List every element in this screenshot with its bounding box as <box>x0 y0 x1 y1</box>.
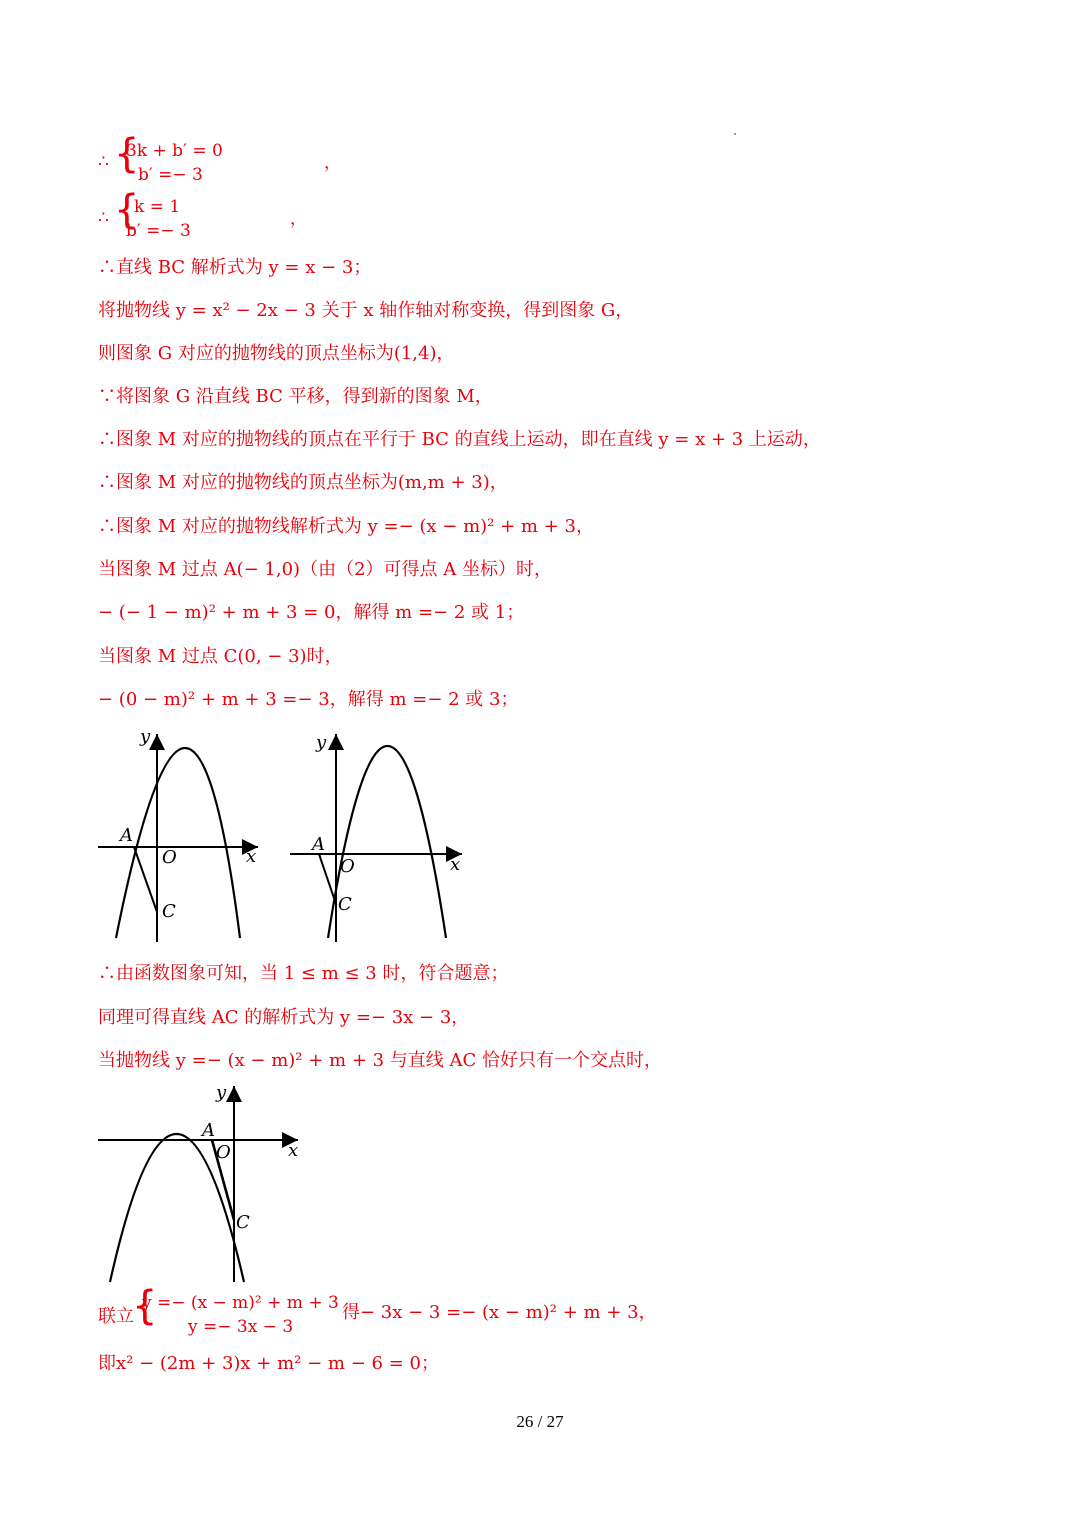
origin-label: O <box>216 1142 231 1163</box>
system-row-2: y =− 3x − 3 <box>188 1317 294 1337</box>
origin-label: O <box>340 856 355 877</box>
simultaneous-label: 联立 <box>98 1306 134 1327</box>
x-axis-label: x <box>246 846 257 867</box>
text-line-2: 将抛物线 y = x² − 2x − 3 关于 x 轴作轴对称变换，得到图象 G， <box>98 300 634 321</box>
therefore-symbol: ∴ <box>98 208 109 228</box>
brace: { <box>114 131 140 177</box>
point-a-label: A <box>120 825 133 846</box>
brace: { <box>132 1283 158 1329</box>
y-axis-label: y <box>140 726 151 747</box>
graph-figure-3 <box>96 1080 316 1290</box>
point-c-label: C <box>236 1212 250 1233</box>
text-line-6: ∴图象 M 对应的抛物线的顶点坐标为(m,m + 3)， <box>98 472 508 493</box>
point-c-label: C <box>338 894 352 915</box>
graph-figure-1 <box>96 726 276 946</box>
point-a-label: A <box>312 834 325 855</box>
text-line-3: 则图象 G 对应的抛物线的顶点坐标为(1,4)， <box>98 343 455 364</box>
x-axis-label: x <box>288 1140 299 1161</box>
system-row-2: b′ =− 3 <box>126 221 191 241</box>
brace: { <box>114 187 140 233</box>
text-line-12: ∴由函数图象可知，当 1 ≤ m ≤ 3 时，符合题意； <box>98 963 509 984</box>
text-line-9: − (− 1 − m)² + m + 3 = 0，解得 m =− 2 或 1； <box>98 602 525 623</box>
system-suffix: ， <box>324 153 341 173</box>
text-line-14: 当抛物线 y =− (x − m)² + m + 3 与直线 AC 恰好只有一个交点时， <box>98 1050 663 1071</box>
text-line-1: ∴直线 BC 解析式为 y = x − 3； <box>98 257 372 278</box>
graph-figure-2 <box>288 726 478 946</box>
system-row-1: k = 1 <box>134 197 181 217</box>
system-row-1: y =− (x − m)² + m + 3 <box>142 1293 339 1313</box>
therefore-symbol: ∴ <box>98 152 109 172</box>
text-line-11: − (0 − m)² + m + 3 =− 3，解得 m =− 2 或 3； <box>98 689 519 710</box>
origin-label: O <box>162 847 177 868</box>
text-line-5: ∴图象 M 对应的抛物线的顶点在平行于 BC 的直线上运动，即在直线 y = x + 3 上运动， <box>98 429 821 450</box>
text-line-8: 当图象 M 过点 A(− 1,0)（由（2）可得点 A 坐标）时， <box>98 559 552 580</box>
y-axis-label: y <box>216 1082 227 1103</box>
point-a-label: A <box>202 1120 215 1141</box>
text-line-13: 同理可得直线 AC 的解析式为 y =− 3x − 3， <box>98 1007 470 1028</box>
text-line-15: 即x² − (2m + 3)x + m² − m − 6 = 0； <box>98 1353 439 1374</box>
x-axis-label: x <box>450 854 461 875</box>
text-line-10: 当图象 M 过点 C(0, − 3)时， <box>98 646 343 667</box>
text-line-7: ∴图象 M 对应的抛物线解析式为 y =− (x − m)² + m + 3， <box>98 516 594 537</box>
text-line-4: ∵将图象 G 沿直线 BC 平移，得到新的图象 M， <box>98 386 493 407</box>
point-c-label: C <box>162 901 176 922</box>
stray-dot <box>734 133 736 135</box>
system-row-2: b′ =− 3 <box>138 165 203 185</box>
page-number: 26 / 27 <box>516 1412 564 1431</box>
system-suffix: 得− 3x − 3 =− (x − m)² + m + 3， <box>342 1302 657 1323</box>
system-suffix: ， <box>290 209 307 229</box>
y-axis-label: y <box>316 732 327 753</box>
system-row-1: 3k + b′ = 0 <box>126 141 223 161</box>
